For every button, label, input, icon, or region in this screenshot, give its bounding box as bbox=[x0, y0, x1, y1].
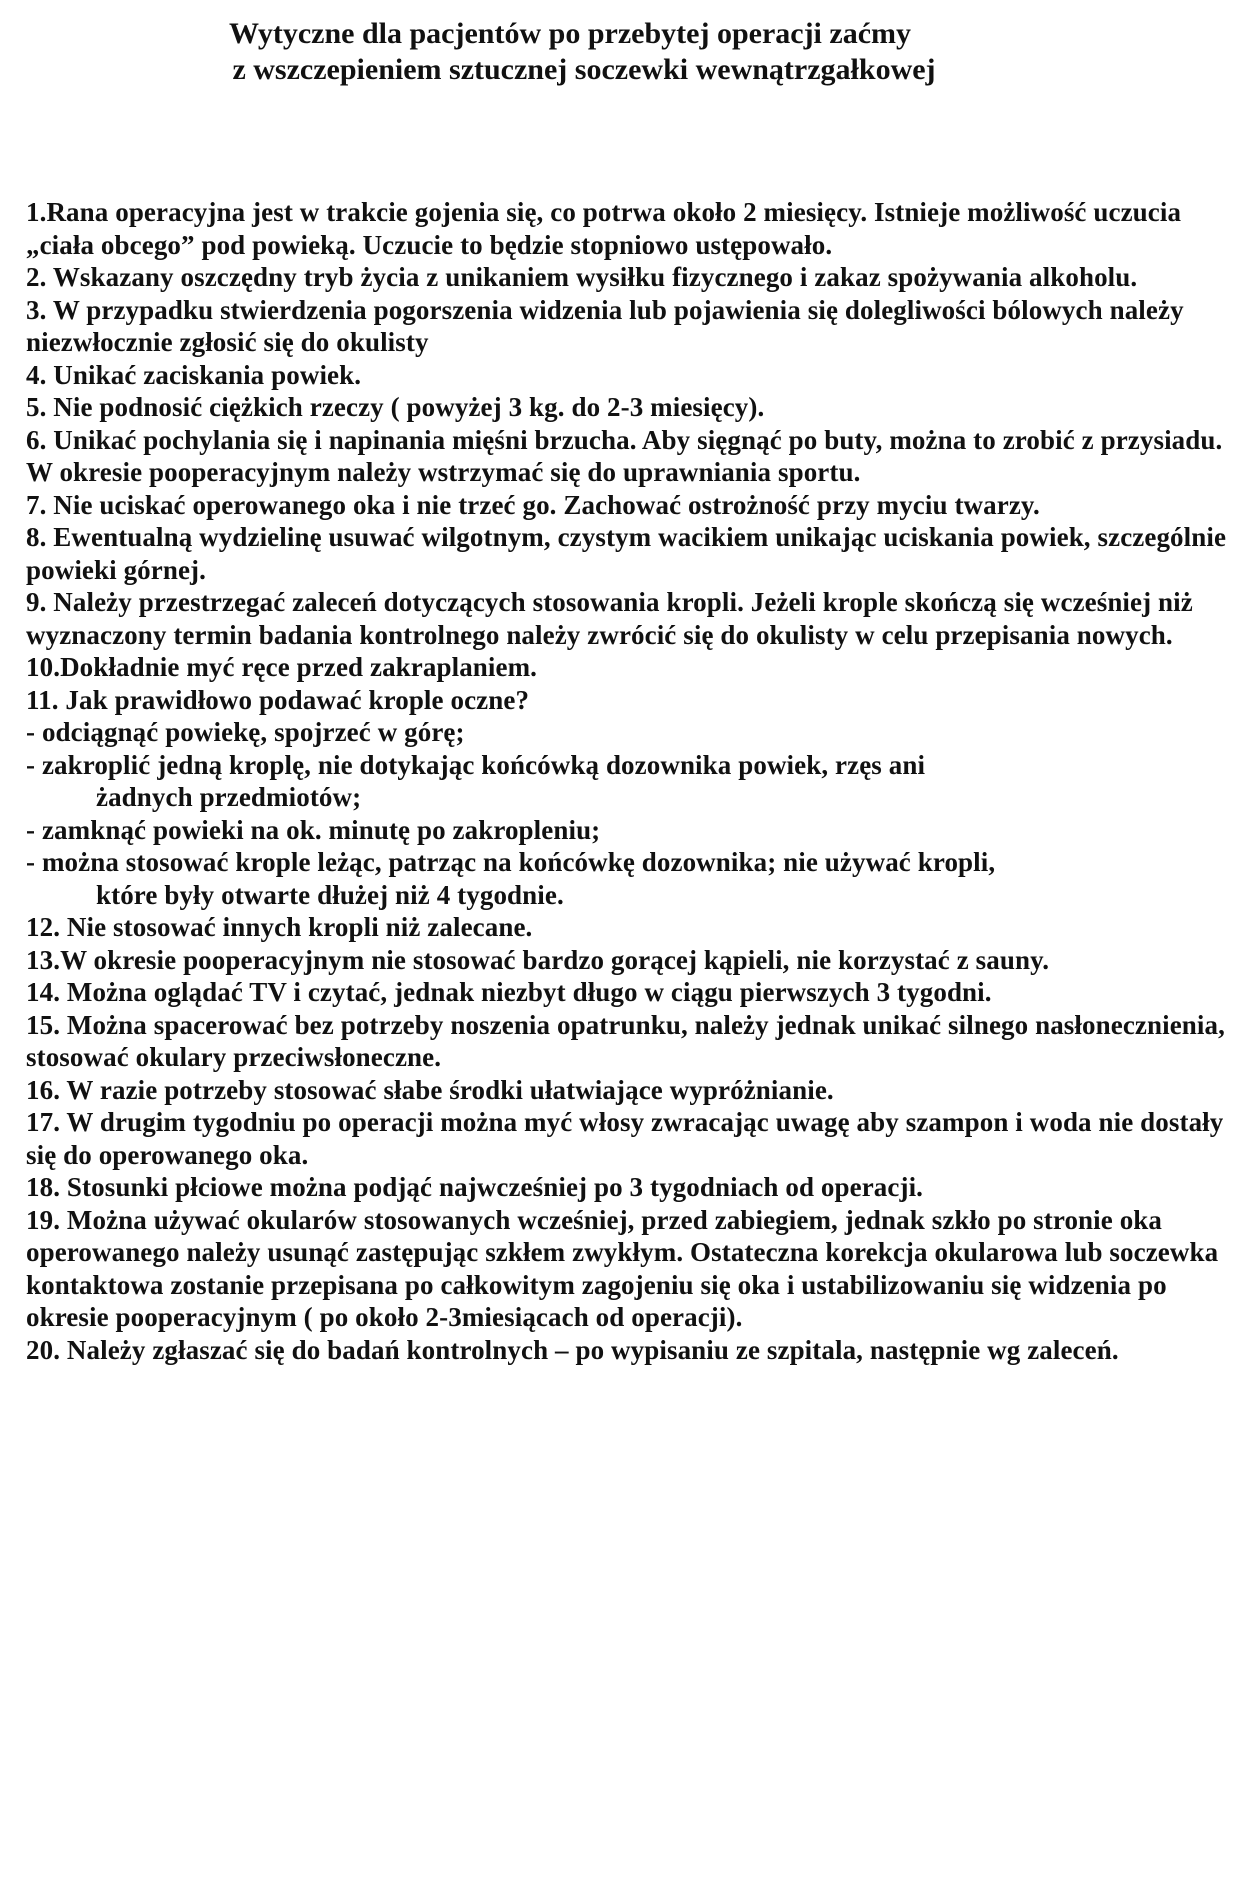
item-number: 15. bbox=[26, 1009, 61, 1040]
guideline-item-10 bbox=[26, 651, 1232, 684]
item-text: Należy przestrzegać zaleceń dotyczących stosowania kropli. Jeżeli krople skończą się wcześniej niż wyznaczony termin badania kontrolnego należy zwrócić się do okulisty w celu przepisania nowych. bbox=[26, 587, 1193, 650]
title-line-2: z wszczepieniem sztucznej soczewki wewnątrzgałkowej bbox=[232, 53, 936, 86]
item-text: W drugim tygodniu po operacji można myć włosy zwracając uwagę aby szampon i woda nie dostały się do operowanego oka. bbox=[26, 1107, 1224, 1170]
guideline-item-4 bbox=[26, 359, 1232, 392]
step-text: - można stosować krople leżąc, patrząc na końcówkę dozownika; nie używać kropli, bbox=[26, 847, 996, 877]
drops-step-1 bbox=[26, 716, 1232, 749]
guideline-item-12 bbox=[26, 911, 1232, 944]
item-text: Unikać pochylania się i napinania mięśni brzucha. Aby sięgnąć po buty, można to zrobić z przysiadu. W okresie pooperacyjnym należy wstrzymać się do uprawniania sportu. bbox=[26, 424, 1223, 487]
item-number: 9. bbox=[26, 587, 47, 617]
guideline-item-7 bbox=[26, 489, 1232, 522]
step-text: - zakroplić jedną kroplę, nie dotykając końcówką dozownika powiek, rzęs ani bbox=[26, 749, 926, 780]
item-number: 19. bbox=[26, 1204, 61, 1235]
guideline-item-2 bbox=[26, 261, 1232, 294]
item-number: 11. bbox=[26, 684, 59, 715]
drops-step-2 bbox=[26, 749, 1232, 814]
item-number: 3. bbox=[26, 294, 47, 325]
step-text: - odciągnąć powiekę, spojrzeć w górę; bbox=[26, 717, 465, 747]
guideline-item-5 bbox=[26, 391, 1232, 424]
item-text: Rana operacyjna jest w trakcie gojenia się, co potrwa około 2 miesięcy. Istnieje możliwość uczucia „ciała obcego” pod powieką. Uczucie to będzie stopniowo ustępowało. bbox=[26, 197, 1182, 260]
item-text: Można oglądać TV i czytać, jednak niezbyt długo w ciągu pierwszych 3 tygodni. bbox=[60, 977, 992, 1007]
item-number: 14. bbox=[26, 977, 61, 1007]
item-number: 1. bbox=[26, 197, 47, 227]
item-text: Nie stosować innych kropli niż zalecane. bbox=[60, 912, 533, 942]
item-text: Jak prawidłowo podawać krople oczne? bbox=[58, 684, 530, 715]
guideline-item-17 bbox=[26, 1106, 1232, 1171]
item-text: Dokładnie myć ręce przed zakraplaniem. bbox=[60, 652, 538, 682]
item-text: W razie potrzeby stosować słabe środki ułatwiające wypróżnianie. bbox=[60, 1074, 834, 1105]
item-text: W przypadku stwierdzenia pogorszenia widzenia lub pojawienia się dolegliwości bólowych należy niezwłocznie zgłosić się do okulisty bbox=[26, 294, 1184, 357]
guideline-item-11 bbox=[26, 684, 1232, 717]
item-text: Można używać okularów stosowanych wcześniej, przed zabiegiem, jednak szkło po stronie oka operowanego należy usunąć zastępując szkłem zwykłym. Ostateczna korekcja okularowa lub soczewka kontaktowa zostanie przepisana po całkowitym zagojeniu się oka i ustabilizowaniu się widzenia po okresie pooperacyjnym ( po około 2-3miesiącach od operacji). bbox=[26, 1204, 1219, 1332]
guideline-item-3 bbox=[26, 294, 1232, 359]
item-number: 8. bbox=[26, 522, 47, 552]
item-number: 16. bbox=[26, 1074, 61, 1105]
title-line-1: Wytyczne dla pacjentów po przebytej operacji zaćmy bbox=[228, 17, 912, 50]
item-number: 2. bbox=[26, 262, 47, 292]
guideline-item-15 bbox=[26, 1009, 1232, 1074]
item-text: Wskazany oszczędny tryb życia z unikaniem wysiłku fizycznego i zakaz spożywania alkoholu. bbox=[46, 262, 1138, 292]
guideline-item-8 bbox=[26, 521, 1232, 586]
item-text: Unikać zaciskania powiek. bbox=[46, 359, 362, 390]
item-number: 13. bbox=[26, 944, 61, 975]
item-number: 6. bbox=[26, 424, 47, 455]
item-number: 18. bbox=[26, 1172, 61, 1202]
item-text: Stosunki płciowe można podjąć najwcześniej po 3 tygodniach od operacji. bbox=[60, 1172, 924, 1202]
item-number: 20. bbox=[26, 1334, 61, 1365]
item-number: 5. bbox=[26, 392, 47, 422]
item-number: 12. bbox=[26, 912, 61, 942]
guideline-item-18 bbox=[26, 1171, 1232, 1204]
guideline-item-9 bbox=[26, 586, 1232, 651]
guideline-item-16 bbox=[26, 1074, 1232, 1107]
step-continuation: żadnych przedmiotów; bbox=[96, 782, 362, 812]
item-text: Nie podnosić ciężkich rzeczy ( powyżej 3 kg. do 2-3 miesięcy). bbox=[46, 392, 765, 422]
item-number: 10. bbox=[26, 652, 61, 682]
step-continuation: które były otwarte dłużej niż 4 tygodnie. bbox=[96, 879, 564, 910]
item-text: Można spacerować bez potrzeby noszenia opatrunku, należy jednak unikać silnego nasłonecznienia, stosować okulary przeciwsłoneczne. bbox=[26, 1009, 1225, 1072]
guideline-item-20 bbox=[26, 1334, 1232, 1367]
item-number: 7. bbox=[26, 489, 47, 520]
drops-step-3 bbox=[26, 814, 1232, 847]
item-text: Ewentualną wydzielinę usuwać wilgotnym, czystym wacikiem unikając uciskania powiek, szczególnie powieki górnej. bbox=[26, 522, 1227, 585]
drops-step-4 bbox=[26, 846, 1232, 911]
guideline-item-13 bbox=[26, 944, 1232, 977]
item-text: Należy zgłaszać się do badań kontrolnych – po wypisaniu ze szpitala, następnie wg zaleceń. bbox=[60, 1334, 1119, 1365]
item-text: Nie uciskać operowanego oka i nie trzeć go. Zachować ostrożność przy myciu twarzy. bbox=[46, 489, 1040, 520]
guidelines-list bbox=[26, 196, 1232, 1366]
guideline-item-1 bbox=[26, 196, 1232, 261]
item-number: 4. bbox=[26, 359, 47, 390]
guideline-item-14 bbox=[26, 976, 1232, 1009]
document-title bbox=[0, 16, 1260, 88]
guideline-item-6 bbox=[26, 424, 1232, 489]
item-text: W okresie pooperacyjnym nie stosować bardzo gorącej kąpieli, nie korzystać z sauny. bbox=[60, 944, 1050, 975]
guideline-item-19 bbox=[26, 1204, 1232, 1334]
item-number: 17. bbox=[26, 1107, 61, 1137]
step-text: - zamknąć powieki na ok. minutę po zakropleniu; bbox=[26, 814, 601, 845]
